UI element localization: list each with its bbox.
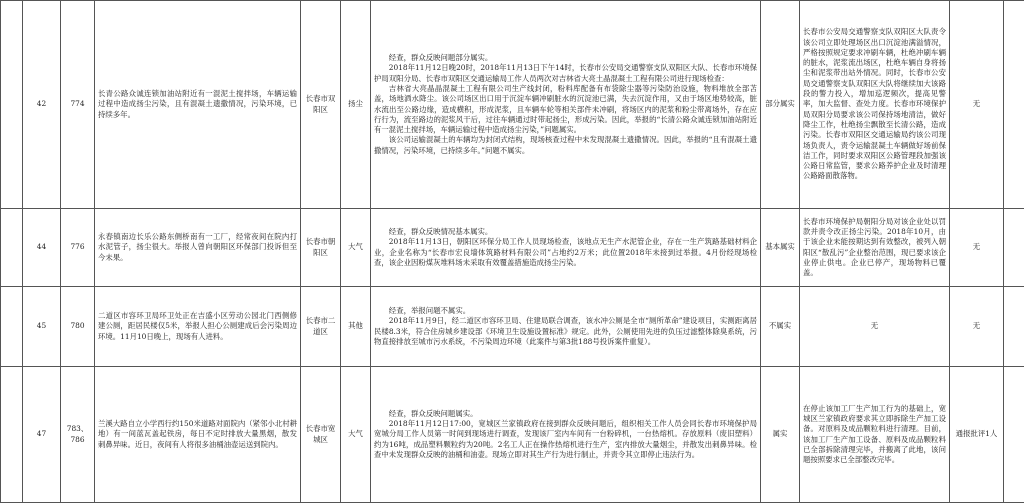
verdict: 部分属实 — [761, 1, 800, 209]
issue-description: 永春镇南边长乐公路东侧桥南有一工厂，经常夜间在院内打水泥管子，扬尘很大。举报人曾向朝阳区环保部门投诉但至今未果。 — [95, 209, 301, 287]
accountability: 无 — [950, 1, 1004, 209]
table-row — [1, 287, 1024, 367]
case-code: 783、786 — [61, 367, 95, 503]
row-seq: 47 — [23, 367, 61, 503]
issue-description: 长青公路众诚连锁加油站附近有一混泥土搅拌场，车辆运输过程中造成扬尘污染，且有混凝土遗撒情况，污染环境，已持续多年。 — [95, 1, 301, 209]
paragraph: 经查，群众反映问题属实。 — [388, 408, 478, 418]
pollution-type: 大气 — [341, 209, 371, 287]
handling-measures: 无 — [800, 287, 950, 367]
row-seq: 42 — [23, 1, 61, 209]
accountability: 无 — [950, 209, 1004, 287]
verdict: 不属实 — [761, 287, 800, 367]
paragraph: 该公司运输混凝土的车辆均为封闭式结构，现场核查过程中未发现混凝土遗撒情况。因此，举报的“且有混凝土遗撒情况，污染环境，已持续多年。”问题不属实。 — [374, 135, 757, 155]
pollution-type: 大气 — [341, 367, 371, 503]
issue-description: 二道区市容环卫局环卫处正在吉盛小区劳动公园北门西侧修建公厕，距居民楼仅5米，举报人担心公厕建成后会污染周边环境。11月10日晚上，现场有人进料。 — [95, 287, 301, 367]
paragraph: 经查，群众反映问题部分属实。 — [388, 53, 493, 63]
paragraph: 2018年11月9日，经二道区市容环卫局、住建局联合调查，该水冲公厕是全市“厕所革命”建设项目，实测距离居民楼8.3米，符合住房城乡建设部《环境卫生设施设置标准》规定。此外，公厕使用先进的负压过滤整体除臭系统，污物直接排放至城市污水系统，不污染周边环境（此案件与第3批188号投诉案件重复）。 — [374, 316, 757, 346]
paragraph: 经查，举报问题不属实。 — [388, 305, 471, 315]
issue-description: 兰溪大路自立小学西行约150米道路对面院内（紧邻小北村耕地）有一间蓝瓦盖起铁房，每日不定时排放大量黑烟，散发刺鼻异味。近日，夜间有人将很多油桶油壶运送到院内。 — [95, 367, 301, 503]
case-code: 776 — [61, 209, 95, 287]
table-row — [1, 367, 1024, 503]
pollution-type: 扬尘 — [341, 1, 371, 209]
case-code: 780 — [61, 287, 95, 367]
handling-measures: 长春市环境保护局朝阳分局对该企业处以罚款并责令改正扬尘污染。2018年10月，由于该企业未能按期达到有效整改，被列入朝阳区“散乱污”企业整治范围，现已要求该企业停止供电。企业已停产，现场物料已覆盖。 — [800, 209, 950, 287]
paragraph: 2018年11月13日，朝阳区环保分局工作人员现场检查，该地点无生产水泥管企业，存在一生产筑路基础材料企业，企业名称为“长春市宏良墙体筑路材料有限公司”占地约2万米；此位置2018年未接到过举报。4月份经现场检查，该企业因粉煤灰堆料场未采取有效覆盖措施造成扬尘污染。 — [374, 237, 757, 267]
paragraph: 2018年11月12日17:00，宽城区兰家镇政府在接到群众反映问题后，组织相关工作人员会同长春市环境保护局宽城分局工作人员第一时间到现场进行调查，发现该厂室内车间有一台粉碎机，一台热熔机。存放原料（废旧塑料）约为16吨，成品塑料颗粒约为20吨。2名工人正在操作热熔机进行生产，室内排放大量烟尘，并散发出刺鼻异味。检查中未发现群众反映的油桶和油壶。现场立即对其生产行为进行制止，并责令其立即停止违法行为。 — [374, 419, 757, 459]
table-row — [1, 209, 1024, 287]
row-seq: 44 — [23, 209, 61, 287]
admin-area: 长春市朝阳区 — [301, 209, 341, 287]
accountability: 无 — [950, 287, 1004, 367]
table-row — [1, 1, 1024, 209]
case-code: 774 — [61, 1, 95, 209]
paragraph: 2018年11月12日晚20时，2018年11月13日下午14时，长春市公安局交通警察支队双阳区大队、长春市环境保护局双阳分局、长春市双阳区交通运输局工作人员两次对吉林省大亮土晶混凝土工程有限公司进行现场检查： — [374, 63, 757, 83]
investigation-result — [371, 367, 761, 503]
paragraph: 吉林省大亮晶晶混凝土工程有限公司生产线封闭，粉料库配备有布袋除尘器等污染防治设施，物料堆放全部苫盖，场地洒水降尘。该公司场区出口用于沉淀车辆冲刷脏水的沉淀池已满，失去沉淀作用，又由于场区地势较高，脏水流出至公路边缘，造成横积，形成泥浆，且车辆车轮等相关部件未冲刷，将场区内的泥浆和粉尘带离场外，存在应行行为，流至路边的泥浆风干后，过往车辆通过时带起扬尘，形成污染。因此，举报的“长清公路众诚连锁加油站附近有一混泥土搅拌场，车辆运输过程中造成扬尘污染，”问题属实。 — [374, 83, 757, 135]
admin-area: 长春市二道区 — [301, 287, 341, 367]
handling-measures: 在停止该加工厂生产加工行为的基础上，宽城区兰家镇政府要求其立即拆除生产加工设备。对原料及成品颗粒料进行清理。目前，该加工厂生产加工设备、原料及成品颗粒料已全部拆除清理完毕，并搬离了此地，该问题按照要求已全部整改完毕。 — [800, 367, 950, 503]
row-seq: 45 — [23, 287, 61, 367]
pollution-type: 其他 — [341, 287, 371, 367]
handling-measures: 长春市公安局交通警察支队双阳区大队责令该公司立即处理场区出口沉淀池满溢情况，严格按照规定要求冲刷车辆，杜绝冲刷车辆的脏水，泥浆流出场区，杜绝车辆自身将扬尘和泥浆带出站外情况。同时，长春市公安局交通警察支队双阳区大队将继续加大该路段的警力投入，增加巡逻频次，提高见警率，加大监督、查处力度。长春市环境保护局双阳分局要求该公司保持场地清洁，做好降尘工作，杜绝扬尘飘散至长清公路，造成污染。长春市双阳区交通运输局约该公司现场负责人，责令运输混凝土车辆做好场前保洁工作，同时要求双阳区公路管理段加强该公路日常监管，要求公路养护企业及时清理公路路面散落物。 — [800, 1, 950, 209]
investigation-result — [371, 209, 761, 287]
verdict: 基本属实 — [761, 209, 800, 287]
accountability: 通报批评1人 — [950, 367, 1004, 503]
investigation-result — [371, 287, 761, 367]
investigation-result — [371, 1, 761, 209]
paragraph: 经查，群众反映情况基本属实。 — [388, 226, 493, 236]
admin-area: 长春市宽城区 — [301, 367, 341, 503]
verdict: 属实 — [761, 367, 800, 503]
admin-area: 长春市双阳区 — [301, 1, 341, 209]
